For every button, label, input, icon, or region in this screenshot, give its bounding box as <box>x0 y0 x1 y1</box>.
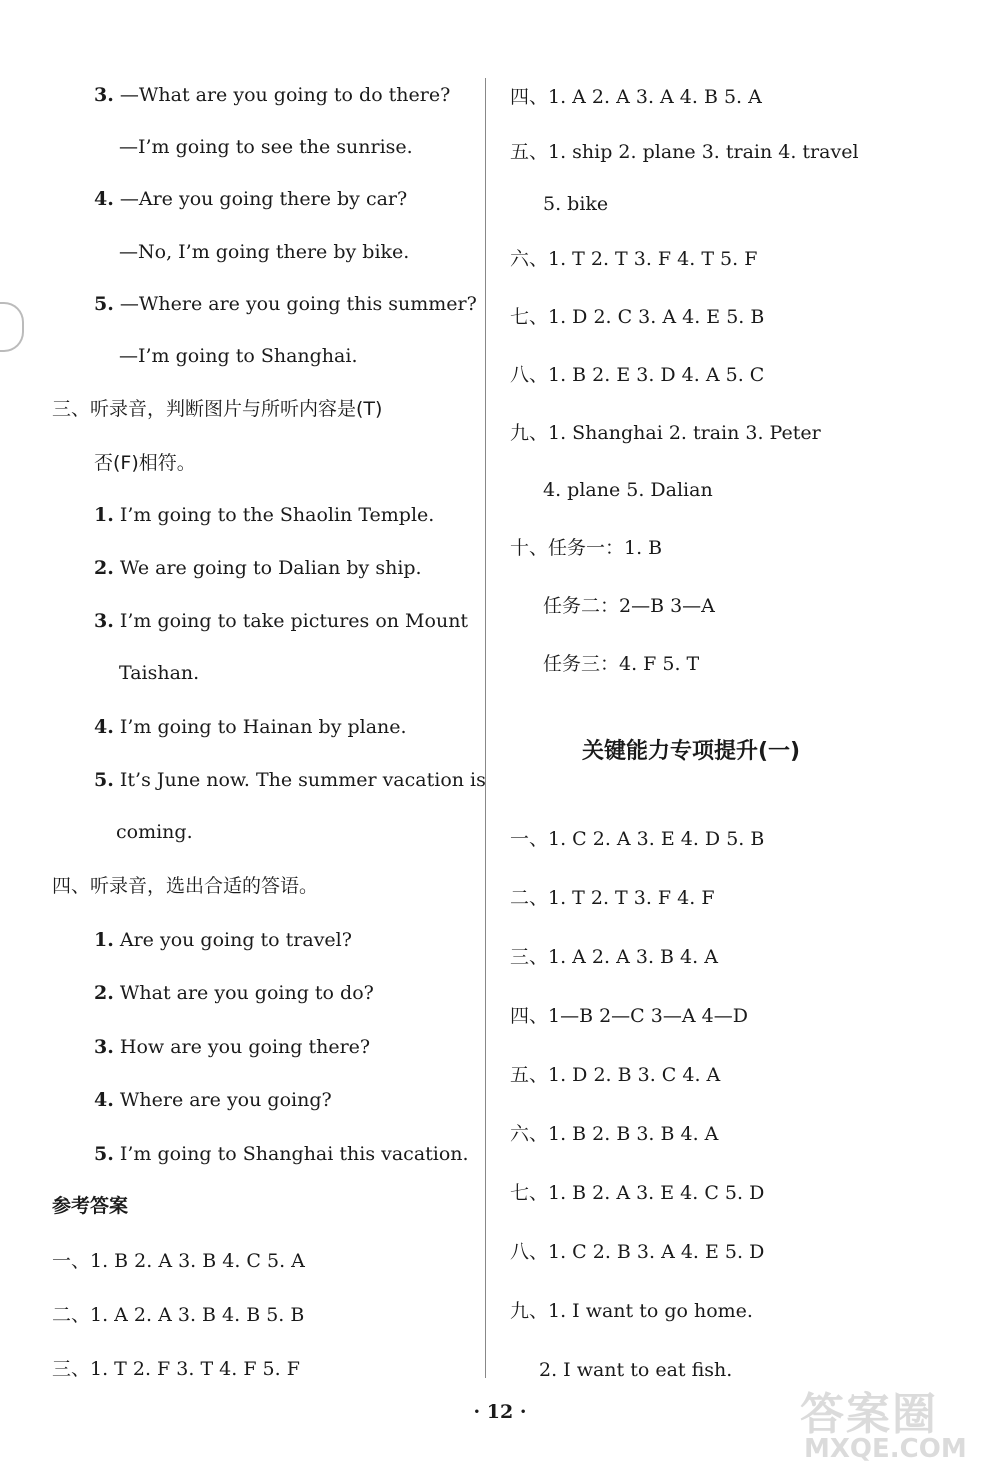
list-item: Taishan. <box>119 662 200 684</box>
answer-row: 三、1. T 2. F 3. T 4. F 5. F <box>52 1358 300 1380</box>
list-item: 5. I’m going to Shanghai this vacation. <box>94 1143 469 1165</box>
answer-row: 六、1. T 2. T 3. F 4. T 5. F <box>510 248 758 270</box>
reference-answers-heading: 参考答案 <box>52 1195 129 1217</box>
answer-row: 九、1. I want to go home. <box>510 1300 753 1322</box>
answer-row: 六、1. B 2. B 3. B 4. A <box>510 1123 719 1145</box>
page-number: · 12 · <box>473 1401 527 1423</box>
answer-row: 五、1. D 2. B 3. C 4. A <box>510 1064 721 1086</box>
list-item: 1. Are you going to travel? <box>94 929 352 951</box>
list-item: 4. I’m going to Hainan by plane. <box>94 716 407 738</box>
answer-row: 2. I want to eat fish. <box>539 1359 733 1381</box>
dialogue-line: 4. —Are you going there by car? <box>94 188 408 210</box>
list-item: 1. I’m going to the Shaolin Temple. <box>94 504 435 526</box>
list-item: 4. Where are you going? <box>94 1089 332 1111</box>
section-3-title: 三、听录音，判断图片与所听内容是(T) <box>52 398 383 420</box>
column-divider <box>485 78 486 1378</box>
dialogue-line: 3. —What are you going to do there? <box>94 84 451 106</box>
section-3-title-cont: 否(F)相符。 <box>94 452 196 474</box>
answer-row: 4. plane 5. Dalian <box>543 479 713 501</box>
watermark-url: MXQE.COM <box>804 1434 967 1464</box>
answer-row: 二、1. A 2. A 3. B 4. B 5. B <box>52 1304 305 1326</box>
list-item: coming. <box>116 821 193 843</box>
watermark-logo <box>790 1378 995 1466</box>
dialogue-line: —No, I’m going there by bike. <box>119 241 410 263</box>
section-heading: 关键能力专项提升(一) <box>582 739 801 764</box>
answer-row: 十、任务一：1. B <box>510 537 663 559</box>
dialogue-line: 5. —Where are you going this summer? <box>94 293 477 315</box>
answer-row: 一、1. B 2. A 3. B 4. C 5. A <box>52 1250 305 1272</box>
watermark-text: 答案圈 <box>800 1389 938 1440</box>
answer-row: 一、1. C 2. A 3. E 4. D 5. B <box>510 828 765 850</box>
answer-row: 七、1. B 2. A 3. E 4. C 5. D <box>510 1182 765 1204</box>
list-item: 5. It’s June now. The summer vacation is <box>94 769 486 791</box>
answer-row: 5. bike <box>543 193 609 215</box>
answer-row: 七、1. D 2. C 3. A 4. E 5. B <box>510 306 765 328</box>
section-4-title: 四、听录音，选出合适的答语。 <box>52 875 319 897</box>
answer-row: 八、1. C 2. B 3. A 4. E 5. D <box>510 1241 765 1263</box>
answer-row: 任务三：4. F 5. T <box>543 653 700 675</box>
scan-artifact <box>0 302 24 352</box>
answer-row: 四、1—B 2—C 3—A 4—D <box>510 1005 748 1027</box>
list-item: 2. We are going to Dalian by ship. <box>94 557 422 579</box>
dialogue-line: —I’m going to see the sunrise. <box>119 136 413 158</box>
answer-row: 任务二：2—B 3—A <box>543 595 715 617</box>
answer-row: 二、1. T 2. T 3. F 4. F <box>510 887 715 909</box>
answer-row: 九、1. Shanghai 2. train 3. Peter <box>510 422 821 444</box>
answer-row: 八、1. B 2. E 3. D 4. A 5. C <box>510 364 765 386</box>
list-item: 2. What are you going to do? <box>94 982 374 1004</box>
answer-row: 五、1. ship 2. plane 3. train 4. travel <box>510 141 859 163</box>
answer-row: 四、1. A 2. A 3. A 4. B 5. A <box>510 86 762 108</box>
answer-row: 三、1. A 2. A 3. B 4. A <box>510 946 718 968</box>
list-item: 3. How are you going there? <box>94 1036 371 1058</box>
list-item: 3. I’m going to take pictures on Mount <box>94 610 469 632</box>
dialogue-line: —I’m going to Shanghai. <box>119 345 358 367</box>
